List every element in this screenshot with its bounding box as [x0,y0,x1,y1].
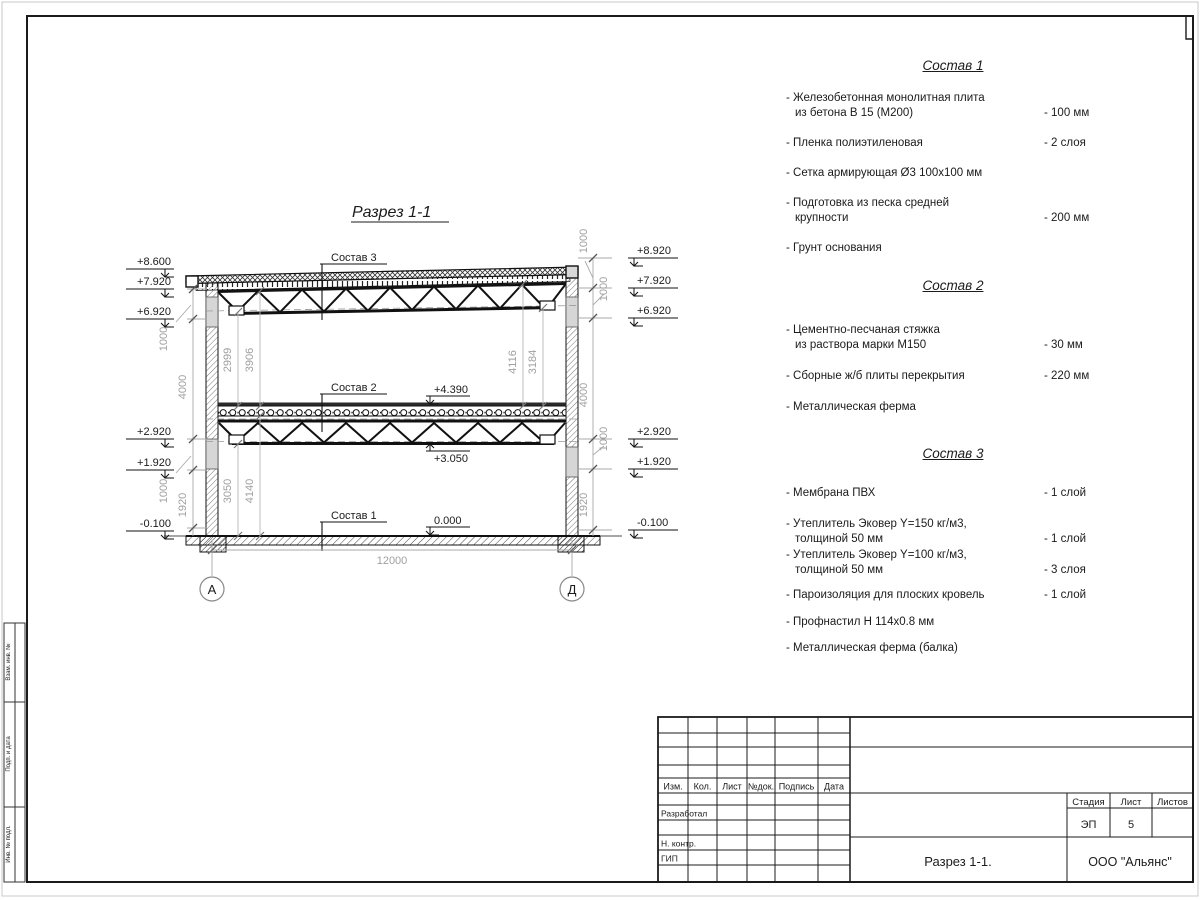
left-wall [206,283,218,536]
dim-3184: 3184 [527,349,539,375]
mark-right-7920: +7.920 [637,275,671,287]
margin-label: Инв. № подл. [6,825,12,863]
list-item: - Утеплитель Эковер Y=100 кг/м3, толщиной 50 мм - 3 слоя [786,549,1086,576]
dim-left-1000a: 1000 [158,326,170,352]
list-item: - Мембрана ПВХ - 1 слой [786,487,1087,499]
list-item: - Железобетонная монолитная плита из бетона В 15 (М200) - 100 мм [786,92,1090,119]
tb-col-list: Лист [722,781,742,792]
list-item: - Цементно-песчаная стяжка из раствора марки М150 - 30 мм [786,324,1083,351]
margin-label: Взам. инв. № [6,643,12,681]
mark-right-8920: +8.920 [637,245,671,257]
axis-markers [200,577,584,601]
tb-col-podpis: Подпись [778,781,815,792]
tb-company: ООО "Альянс" [1088,855,1172,869]
right-wall [566,278,578,536]
dim-left-1920: 1920 [177,492,189,518]
tb-col-izm: Изм. [663,781,683,792]
level-mark-4390-text: +4.390 [434,384,468,396]
dim-right-1000c: 1000 [598,426,610,452]
floor-truss [206,421,580,444]
tb-sheet-value: 5 [1127,819,1135,831]
mark-left-0100: -0.100 [139,518,171,530]
mark-right-6920: +6.920 [637,305,671,317]
dim-3050: 3050 [222,478,234,504]
mark-right-0100: -0.100 [637,517,669,529]
list-item: - Металлическая ферма [786,401,916,413]
mark-left-6920: +6.920 [137,306,171,318]
dim-3906: 3906 [244,347,256,373]
tb-row-gip: ГИП [661,853,678,864]
level-mark-3050-text: +3.050 [434,453,468,465]
section-title [351,204,449,222]
list-item: - Сетка армирующая Ø3 100х100 мм [786,167,983,179]
axis-a-label: А [207,582,217,597]
mark-left-2920: +2.920 [137,426,171,438]
level-mark-3050 [426,444,470,451]
dim-2999: 2999 [222,347,234,373]
margin-label: Подп. и дата [6,736,12,772]
list-item: - Грунт основания [786,242,882,254]
list-item: - Подготовка из песка средней крупности - 200 мм [786,197,1090,224]
mark-right-2920: +2.920 [637,426,671,438]
dim-left-4000: 4000 [177,374,189,400]
parapet-cap [566,266,578,278]
list-item: - Сборные ж/б плиты перекрытия - 220 мм [786,370,1090,382]
composition-list-2 [786,278,1120,428]
mark-left-8600: +8.600 [137,256,171,268]
list-item: - Профнастил Н 114х0.8 мм [786,616,935,628]
list-item: - Пароизоляция для плоских кровель - 1 слой [786,589,1087,601]
tb-col-ndok: №док. [747,781,775,792]
composition-list-3-title: Состав 3 [922,446,984,461]
elevation-marks-right [628,258,678,538]
tb-row-razrabotal: Разработал [661,808,708,819]
left-margin-labels [5,643,12,862]
mark-left-1920: +1.920 [137,457,171,469]
composition3-label: Состав 3 [331,252,377,264]
section-title-text: Разрез 1-1 [352,204,432,221]
list-item: - Пленка полиэтиленовая - 2 слоя [786,137,1086,149]
list-item: - Утеплитель Эковер Y=150 кг/м3, толщиной 50 мм - 1 слой [786,518,1087,545]
tb-stage-label: Стадия [1072,797,1105,808]
dim-right-1000a: 1000 [578,228,590,254]
dim-right-4000: 4000 [578,382,590,408]
mark-left-7920: +7.920 [137,276,171,288]
tb-col-kol: Кол. [693,781,712,792]
title-block-text [661,782,1188,870]
corner-cell [1186,16,1193,39]
list-item: - Металлическая ферма (балка) [786,642,958,654]
dim-chain-right-text [578,229,610,517]
dim-4116: 4116 [507,350,519,374]
dim-4140: 4140 [244,478,256,504]
dim-right-1920: 1920 [578,492,590,518]
dims-inner-text [222,348,539,503]
span-dim-text: 12000 [376,555,408,567]
composition-list-1 [786,58,1120,273]
tb-row-nkontr: Н. контр. [661,838,697,849]
tb-doc-title: Разрез 1-1. [924,854,992,869]
composition-list-1-title: Состав 1 [922,58,984,73]
composition-list-3 [786,446,1120,666]
tb-sheet-label: Лист [1120,797,1142,808]
dim-chain-left-text [158,327,189,517]
tb-col-data: Дата [824,781,844,792]
mark-right-1920: +1.920 [637,456,671,468]
dim-right-1000b: 1000 [598,276,610,302]
tb-stage-value: ЭП [1080,819,1097,831]
dim-left-1000b: 1000 [158,478,170,504]
axis-d-label: Д [567,582,577,597]
level-mark-0000 [426,527,470,535]
level-mark-0000-text: 0.000 [434,515,462,527]
tb-sheets-label: Листов [1157,797,1188,808]
composition-list-2-title: Состав 2 [922,278,984,293]
composition2-label: Состав 2 [331,382,377,394]
composition1-label: Состав 1 [331,510,377,522]
